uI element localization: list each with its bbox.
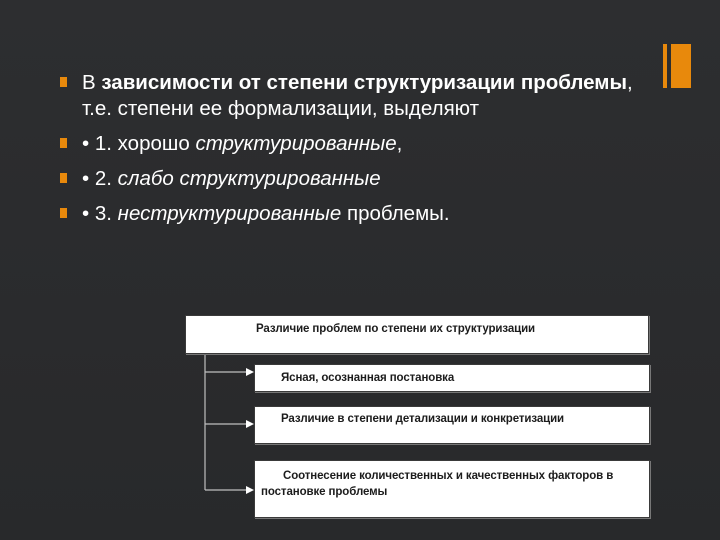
bullet-text-italic: слабо структурированные [117, 167, 381, 190]
bullet-text-suffix: , [396, 132, 403, 155]
bullet-text-prefix: • 2. [82, 167, 118, 190]
bullet-text-rest: , т.е. степени ее формализации, выделяют [82, 71, 633, 120]
diagram-item-2: Различие в степени детализации и конкретизации [281, 413, 565, 425]
diagram-item-box-3 [254, 460, 650, 518]
bullet-text-bold: зависимости от степени структуризации проблемы [101, 71, 627, 94]
bullet-text-italic: неструктурированные [117, 202, 342, 225]
bullet-text-prefix: • 1. хорошо [82, 132, 196, 155]
diagram-title-box [185, 315, 649, 354]
arrow-head-icon [246, 420, 254, 428]
bullet-text-italic: структурированные [195, 132, 397, 155]
diagram-title: Различие проблем по степени их структуризации [256, 323, 536, 335]
arrow-head-icon [246, 368, 254, 376]
bullet-text-suffix: проблемы. [341, 202, 450, 225]
bullet-text-prefix: • 3. [82, 202, 118, 225]
diagram-item-box-2 [254, 406, 650, 444]
arrow-head-icon [246, 486, 254, 494]
diagram-item-3: Соотнесение количественных и качественных факторов в постановке проблемы [261, 470, 614, 498]
diagram-item-box-1 [254, 364, 650, 392]
diagram-item-1: Ясная, осознанная постановка [281, 372, 455, 384]
bullet-text-prefix: В [82, 71, 102, 94]
